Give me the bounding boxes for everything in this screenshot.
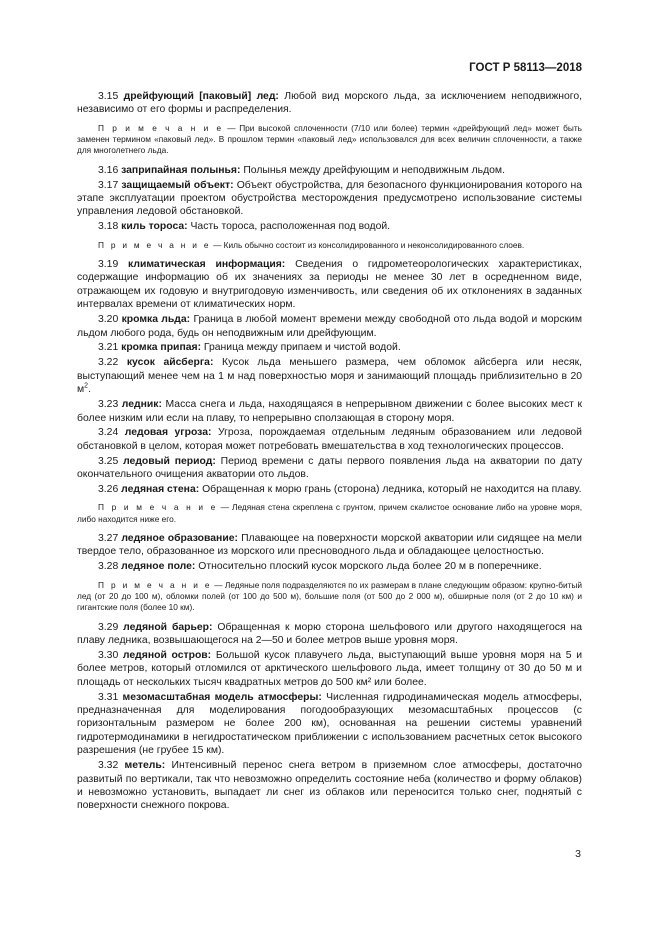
definition-entry	[77, 258, 582, 312]
entry-text: Большой кусок плавучего льда, выступающий выше уровня моря на 5 и более метров, который отломился от арктического шельфового льда, имеет толщину от 30 до 50 м и площадь от нескольких тысяч квадратных метров до 500 км² или более.	[77, 649, 583, 688]
note-label: П р и м е ч а н и е	[98, 122, 224, 133]
definition-entry	[77, 313, 582, 340]
definition-entry	[77, 426, 582, 453]
entry-number: 3.30	[98, 649, 119, 661]
entry-number: 3.25	[98, 455, 119, 467]
entry-text: Обращенная к морю грань (сторона) ледника, который не находится на плаву.	[202, 484, 582, 496]
entry-term: дрейфующий [паковый] лед:	[123, 91, 279, 102]
entry-number: 3.18	[98, 221, 119, 233]
entry-note	[77, 502, 582, 525]
entry-number: 3.21	[98, 342, 119, 354]
entry-text: Относительно плоский кусок морского льда более 20 м в поперечнике.	[198, 561, 542, 573]
entry-text: Граница между припаем и чистой водой.	[203, 342, 401, 354]
definition-entry	[77, 649, 582, 689]
entry-number: 3.27	[98, 533, 119, 545]
entry-term: ледяной остров:	[122, 649, 212, 661]
entry-text: Плавающее на поверхности морской акватории или сидящее на мели твердое тело, образованное из морского или пресноводного льда и обладающее целостностью.	[77, 533, 582, 558]
definition-entry	[77, 164, 582, 177]
note-label: П р и м е ч а н и е	[98, 579, 212, 590]
definition-entry	[77, 220, 582, 233]
entry-text: Угроза, порождаемая отдельным ледяным образованием или ледовой обстановкой в целом, которая может потребовать вмешательства в ход технологических процессов.	[77, 427, 582, 452]
entry-note	[77, 123, 582, 157]
note-text: — При высокой сплоченности (7/10 или более) термин «дрейфующий лед» может быть заменен термином «паковый лед». В прошлом термин «паковый лед» использовался для всех величин сплоченности, а также для многолетнего льда.	[77, 122, 582, 156]
entry-number: 3.15	[98, 91, 119, 102]
entry-term: кромка льда:	[121, 314, 191, 326]
entry-text: Интенсивный перенос снега ветром в приземном слое атмосферы, достаточно развитый по вертикали, так что невозможно определить состояние неба (количество и форму облаков) и невозможно установить, выпадает ли снег из облаков или переносится только снег, поднятый с поверхности снежного покрова.	[77, 760, 583, 812]
entry-term: ледник:	[121, 399, 162, 411]
entry-note	[77, 240, 582, 251]
definition-entry	[77, 179, 582, 219]
definition-entry	[77, 455, 582, 482]
document-code: ГОСТ Р 58113—2018	[469, 62, 582, 74]
entry-text: Любой вид морского льда, за исключением неподвижного, независимо от его формы и распределения.	[77, 91, 583, 116]
entry-number: 3.28	[98, 561, 119, 573]
definitions-list	[77, 90, 582, 814]
entry-text: Часть тороса, расположенная под водой.	[190, 221, 391, 233]
entry-number: 3.19	[98, 259, 119, 271]
page-number: 3	[575, 848, 581, 860]
entry-term: метель:	[124, 760, 166, 772]
entry-term: кромка припая:	[121, 342, 202, 354]
entry-text: Период времени с даты первого появления льда на акватории по дату окончательного очищения акватории ото льдов.	[77, 455, 583, 481]
entry-number: 3.16	[98, 164, 119, 176]
entry-number: 3.22	[98, 357, 119, 369]
entry-text: Численная гидродинамическая модель атмосферы, предназначенная для моделирования погодообразующих мезомасштабных процессов (с горизонтальным размером не более 200 км), основанная на решении системы уравнений гидротермодинамики в негидростатическом приближении с использованием расчетных сеток высокого разрешения (не грубее 15 км).	[77, 691, 583, 757]
entry-term: ледовый период:	[123, 455, 216, 467]
entry-text: Кусок льда меньшего размера, чем обломок айсберга или несяк, выступающий менее чем на 1 м над поверхностью моря и занимающий площадь приблизительно в 20 м	[77, 357, 583, 396]
definition-entry	[77, 560, 582, 573]
entry-number: 3.17	[98, 179, 119, 191]
entry-term: кусок айсберга:	[126, 357, 214, 369]
entry-number: 3.32	[98, 760, 119, 772]
note-label: П р и м е ч а н и е	[98, 239, 211, 250]
definition-entry	[77, 90, 582, 117]
note-text: — Ледяная стена скреплена с грунтом, причем скалистое основание либо на уровне моря, либо находится ниже его.	[77, 502, 582, 524]
entry-text: Граница в любой момент времени между свободной ото льда водой и морским льдом любого рода, будь он неподвижным или дрейфующим.	[77, 314, 583, 339]
entry-term: ледяное поле:	[121, 561, 196, 573]
definition-entry	[77, 532, 582, 559]
definition-entry	[77, 341, 582, 354]
entry-number: 3.26	[98, 484, 119, 496]
note-label: П р и м е ч а н и е	[98, 502, 218, 513]
entry-note	[77, 580, 582, 614]
entry-text: Сведения о гидрометеорологических характеристиках, содержащие информацию об их значениях за периоды не менее 30 лет в осредненном виде, отражающем их годовую и внутригодовую изменчивость, или сведения об их отклонениях в заданных интервалах времени от климатических норм.	[77, 259, 583, 311]
definition-entry	[77, 398, 582, 425]
entry-number: 3.24	[98, 427, 119, 439]
entry-text: Масса снега и льда, находящаяся в непрерывном движении с более высоких мест к более низким или если на плаву, то непрерывно сползающая в сторону моря.	[77, 399, 583, 424]
definition-entry	[77, 356, 582, 396]
entry-term: мезомасштабная модель атмосферы:	[122, 691, 322, 703]
entry-term: ледяной барьер:	[123, 621, 213, 633]
entry-number: 3.29	[98, 621, 119, 633]
note-text: — Ледяные поля подразделяются по их размерам в плане следующим образом: крупно-битый лед (от 20 до 100 м), обломки полей (от 100 до 500 м), большие поля (от 500 до 2 000 м), обширные поля (от 2 до 10 км) и гигантские поля (более 10 км).	[77, 579, 582, 613]
entry-term: климатическая информация:	[128, 259, 286, 271]
entry-term: ледяное образование:	[121, 533, 238, 545]
entry-text: Обращенная к морю сторона шельфового или другого находящегося на плаву ледника, возвышающегося на 2—50 и более метров выше уровня моря.	[77, 621, 583, 647]
definition-entry	[77, 759, 582, 813]
entry-number: 3.23	[98, 399, 119, 411]
entry-term: киль тороса:	[121, 221, 188, 233]
entry-term: ледовая угроза:	[124, 427, 212, 439]
entry-tail: .	[88, 384, 91, 396]
entry-superscript: 2	[84, 382, 89, 390]
entry-term: заприпайная полынья:	[121, 164, 241, 176]
entry-term: ледяная стена:	[121, 484, 200, 496]
definition-entry	[77, 691, 582, 758]
definition-entry	[77, 483, 582, 496]
note-text: — Киль обычно состоит из консолидированного и неконсолидированного слоев.	[213, 239, 525, 250]
entry-text: Объект обустройства, для безопасного функционирования которого на этапе эксплуатации проектом обустройства месторождения предусмотрено использование системы управления ледовой обстановкой.	[77, 179, 582, 218]
entry-number: 3.20	[98, 314, 119, 326]
entry-term: защищаемый объект:	[121, 179, 234, 191]
definition-entry	[77, 621, 582, 648]
entry-text: Полынья между дрейфующим и неподвижным льдом.	[243, 164, 505, 176]
entry-number: 3.31	[98, 691, 119, 703]
